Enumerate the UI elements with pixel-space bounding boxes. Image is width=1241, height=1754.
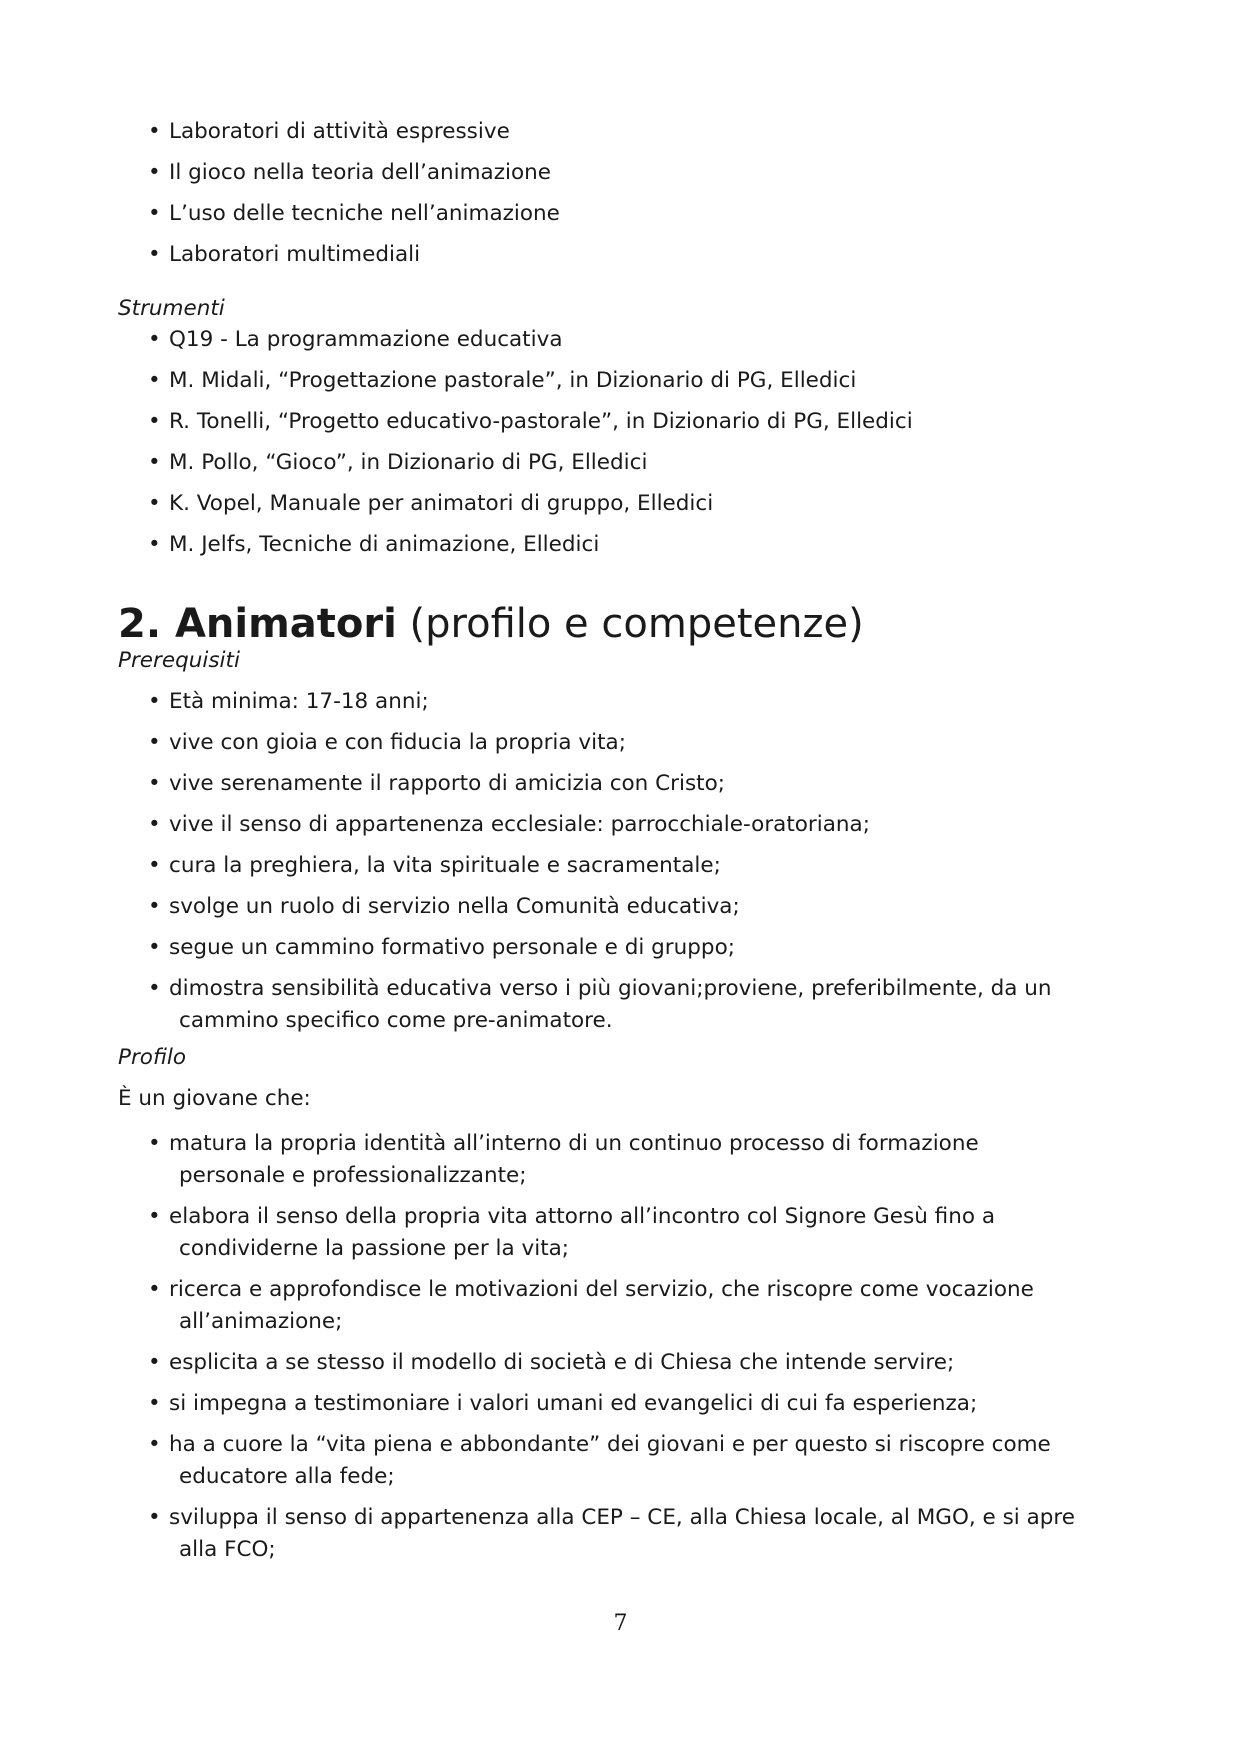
list-item: • sviluppa il senso di appartenenza alla CEP – CE, alla Chiesa locale, al MGO, e si apre alla FCO; (146, 1502, 1075, 1566)
strumenti-list (146, 324, 913, 561)
list-item: • Q19 - La programmazione educativa (146, 324, 913, 356)
profilo-list (146, 1128, 1075, 1566)
list-item: • M. Pollo, “Gioco”, in Dizionario di PG, Elledici (146, 447, 913, 479)
list-item: • segue un cammino formativo personale e di gruppo; (146, 932, 1052, 964)
list-item: • matura la propria identità all’interno di un continuo processo di formazione personale e professionalizzante; (146, 1128, 1075, 1192)
list-item: • vive il senso di appartenenza ecclesiale: parrocchiale-oratoriana; (146, 809, 1052, 841)
list-item: • vive con gioia e con fiducia la propria vita; (146, 727, 1052, 759)
strumenti-label: Strumenti (118, 296, 225, 321)
list-item: • si impegna a testimoniare i valori umani ed evangelici di cui fa esperienza; (146, 1388, 1075, 1420)
activities-list (146, 116, 560, 271)
list-item: • M. Midali, “Progettazione pastorale”, in Dizionario di PG, Elledici (146, 365, 913, 397)
profilo-label: Profilo (118, 1045, 186, 1070)
prerequisiti-label: Prerequisiti (118, 648, 240, 673)
prerequisiti-list (146, 686, 1052, 1037)
list-item: • ricerca e approfondisce le motivazioni del servizio, che riscopre come vocazione all’animazione; (146, 1274, 1075, 1338)
page-number: 7 (613, 1611, 628, 1636)
section-heading-subtitle: (profilo e competenze) (396, 601, 864, 647)
section-heading-number-title: 2. Animatori (118, 601, 397, 647)
list-item: • Il gioco nella teoria dell’animazione (146, 157, 560, 189)
list-item: • K. Vopel, Manuale per animatori di gruppo, Elledici (146, 488, 913, 520)
list-item: • Laboratori multimediali (146, 239, 560, 271)
list-item: • M. Jelfs, Tecniche di animazione, Elledici (146, 529, 913, 561)
list-item: • L’uso delle tecniche nell’animazione (146, 198, 560, 230)
list-item: • elabora il senso della propria vita attorno all’incontro col Signore Gesù fino a condividerne la passione per la vita; (146, 1201, 1075, 1265)
list-item: • Laboratori di attività espressive (146, 116, 560, 148)
list-item: • cura la preghiera, la vita spirituale e sacramentale; (146, 850, 1052, 882)
list-item: • R. Tonelli, “Progetto educativo-pastorale”, in Dizionario di PG, Elledici (146, 406, 913, 438)
list-item: • Età minima: 17-18 anni; (146, 686, 1052, 718)
list-item: • svolge un ruolo di servizio nella Comunità educativa; (146, 891, 1052, 923)
list-item: • vive serenamente il rapporto di amicizia con Cristo; (146, 768, 1052, 800)
list-item: • dimostra sensibilità educativa verso i più giovani;proviene, preferibilmente, da un cammino specifico come pre-animatore. (146, 973, 1052, 1037)
list-item: • ha a cuore la “vita piena e abbondante” dei giovani e per questo si riscopre come educatore alla fede; (146, 1429, 1075, 1493)
profilo-intro: È un giovane che: (118, 1086, 311, 1111)
section-heading (118, 596, 864, 652)
list-item: • esplicita a se stesso il modello di società e di Chiesa che intende servire; (146, 1347, 1075, 1379)
